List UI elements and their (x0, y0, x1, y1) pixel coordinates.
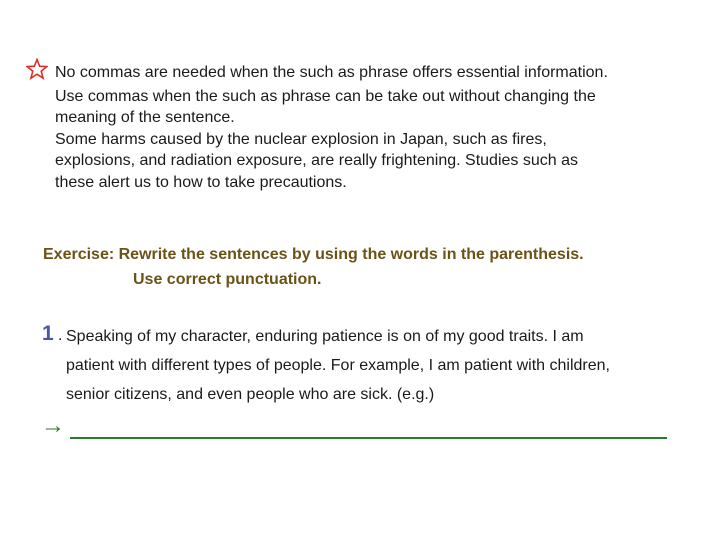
question-number: 1 (42, 322, 54, 345)
star-icon (26, 58, 48, 80)
question-number-dot: . (58, 327, 63, 344)
note-line: Some harms caused by the nuclear explosion in Japan, such as fires, (55, 131, 547, 148)
question-line: Speaking of my character, enduring patience is on of my good traits. I am (66, 328, 584, 345)
exercise-instruction-punctuation: Use correct punctuation. (133, 271, 322, 288)
note-line: Use commas when the such as phrase can be take out without changing the (55, 88, 596, 105)
note-line: explosions, and radiation exposure, are really frightening. Studies such as (55, 152, 578, 169)
question-line: patient with different types of people. For example, I am patient with children, (66, 357, 610, 374)
note-line: No commas are needed when the such as phrase offers essential information. (55, 64, 608, 81)
exercise-instruction: Exercise: Rewrite the sentences by using the words in the parenthesis. (43, 246, 584, 263)
answer-arrow-icon: → (41, 412, 65, 439)
answer-blank-line[interactable] (70, 437, 667, 439)
note-line: these alert us to how to take precautions. (55, 174, 347, 191)
question-line: senior citizens, and even people who are sick. (e.g.) (66, 386, 435, 403)
note-line: meaning of the sentence. (55, 109, 235, 126)
